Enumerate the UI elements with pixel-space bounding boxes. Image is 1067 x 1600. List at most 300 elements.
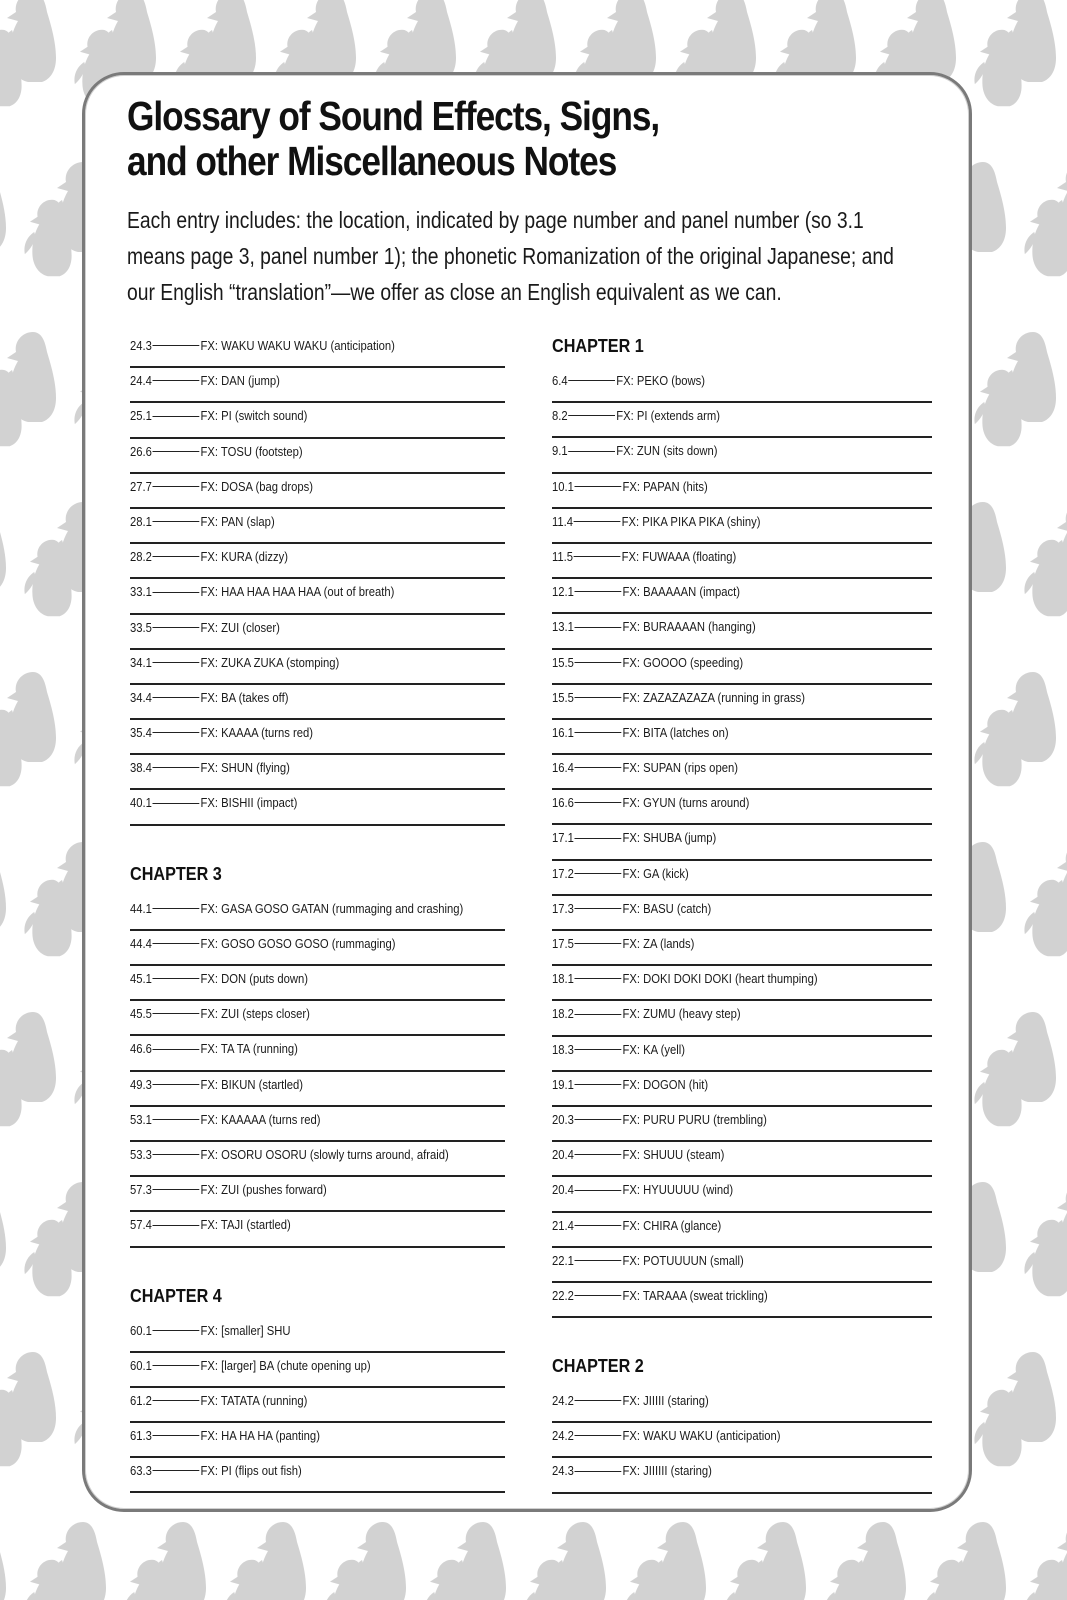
entry-location: 17.1 xyxy=(552,831,574,846)
glossary-entry xyxy=(552,650,932,685)
entry-location: 44.4 xyxy=(130,936,152,951)
entry-text xyxy=(552,1286,768,1306)
entry-location: 12.1 xyxy=(552,585,574,600)
chapter-heading: CHAPTER 4 xyxy=(130,1285,222,1306)
leader-dash xyxy=(575,1295,622,1296)
entry-sound-effect: FX: ZUI (closer) xyxy=(200,620,280,635)
entry-location: 20.3 xyxy=(552,1112,574,1127)
entry-text xyxy=(130,406,307,426)
entry-location: 38.4 xyxy=(130,761,152,776)
entry-location: 11.5 xyxy=(552,549,574,564)
leader-dash xyxy=(575,1154,622,1155)
entry-location: 33.5 xyxy=(130,620,152,635)
leader-dash xyxy=(153,662,200,663)
entry-sound-effect: FX: DOKI DOKI DOKI (heart thumping) xyxy=(622,972,818,987)
entry-sound-effect: FX: ZUKA ZUKA (stomping) xyxy=(200,655,340,670)
entry-text xyxy=(552,934,694,954)
leader-dash xyxy=(153,908,200,909)
entry-sound-effect: FX: BASU (catch) xyxy=(622,901,712,916)
glossary-entry xyxy=(552,1458,932,1493)
entry-location: 45.1 xyxy=(130,972,152,986)
entry-text xyxy=(552,758,738,778)
glossary-entry xyxy=(130,403,505,438)
entry-location: 18.2 xyxy=(552,1007,574,1022)
glossary-entry xyxy=(552,1107,932,1142)
entry-text xyxy=(552,1251,744,1271)
leader-dash xyxy=(575,1225,622,1226)
entry-text xyxy=(552,1075,708,1095)
leader-dash xyxy=(575,873,622,874)
entry-sound-effect: FX: ZUI (steps closer) xyxy=(200,1007,310,1022)
entry-location: 24.4 xyxy=(130,374,152,389)
entry-text xyxy=(130,582,394,602)
entry-location: 9.1 xyxy=(552,444,568,459)
entry-text xyxy=(552,688,805,708)
leader-dash xyxy=(153,1400,200,1401)
glossary-entry xyxy=(552,685,932,720)
leader-dash xyxy=(153,451,200,452)
glossary-entry xyxy=(552,1037,932,1072)
entry-text xyxy=(130,618,280,638)
entry-text xyxy=(130,1075,303,1095)
entry-location: 57.4 xyxy=(130,1218,152,1233)
glossary-entry xyxy=(130,544,505,579)
entry-location: 13.1 xyxy=(552,620,574,635)
entry-text xyxy=(130,934,396,954)
entry-sound-effect: FX: DAN (jump) xyxy=(200,374,280,389)
entry-sound-effect: FX: BIKUN (startled) xyxy=(200,1077,304,1092)
glossary-entry xyxy=(130,1458,505,1493)
entry-text xyxy=(552,1040,685,1060)
entry-location: 17.3 xyxy=(552,901,574,916)
entry-sound-effect: FX: [larger] BA (chute opening up) xyxy=(200,1358,371,1373)
glossary-entry xyxy=(552,474,932,509)
section-gap xyxy=(130,1248,505,1283)
glossary-entry xyxy=(130,1318,505,1353)
entry-sound-effect: FX: BURAAAAN (hanging) xyxy=(622,620,756,635)
glossary-entry xyxy=(552,438,932,473)
entry-sound-effect: FX: KAAAA (turns red) xyxy=(200,726,314,741)
entry-location: 20.4 xyxy=(552,1148,574,1163)
glossary-entry xyxy=(552,825,932,860)
glossary-entry xyxy=(552,1001,932,1036)
glossary-entry xyxy=(552,1072,932,1107)
entry-location: 22.2 xyxy=(552,1288,574,1303)
entry-text xyxy=(552,1110,767,1130)
entry-text xyxy=(130,371,280,391)
leader-dash xyxy=(153,416,200,417)
leader-dash xyxy=(575,802,622,803)
leader-dash xyxy=(575,767,622,768)
section-gap xyxy=(552,1318,932,1353)
entry-location: 10.1 xyxy=(552,479,574,494)
glossary-entry xyxy=(552,403,932,438)
leader-dash xyxy=(153,380,200,381)
entry-text xyxy=(552,723,729,743)
leader-dash xyxy=(575,1014,622,1015)
entry-location: 34.1 xyxy=(130,655,152,670)
glossary-entry xyxy=(130,1212,505,1247)
entry-sound-effect: FX: PI (switch sound) xyxy=(200,409,308,424)
entry-text xyxy=(552,1426,780,1446)
entry-sound-effect: FX: PIKA PIKA PIKA (shiny) xyxy=(621,514,761,529)
entry-location: 34.4 xyxy=(130,690,152,705)
entry-sound-effect: FX: HAA HAA HAA HAA (out of breath) xyxy=(200,585,395,600)
entry-location: 22.1 xyxy=(552,1253,574,1268)
entry-text xyxy=(130,547,288,567)
entry-text xyxy=(130,899,463,919)
glossary-entry xyxy=(552,1248,932,1283)
leader-dash xyxy=(153,592,200,593)
entry-location: 17.2 xyxy=(552,866,574,881)
entry-sound-effect: FX: BISHII (impact) xyxy=(200,796,298,811)
glossary-entry xyxy=(552,368,932,403)
leader-dash xyxy=(153,1225,200,1226)
entry-location: 26.6 xyxy=(130,444,152,459)
leader-dash xyxy=(575,838,622,839)
glossary-entry xyxy=(130,368,505,403)
entry-sound-effect: FX: WAKU WAKU WAKU (anticipation) xyxy=(200,339,395,353)
entry-sound-effect: FX: SHUBA (jump) xyxy=(622,831,717,846)
entry-text xyxy=(130,1004,310,1024)
glossary-entry xyxy=(130,1388,505,1423)
entry-sound-effect: FX: ZAZAZAZAZA (running in grass) xyxy=(622,690,806,705)
entry-location: 61.2 xyxy=(130,1393,152,1408)
leader-dash xyxy=(569,415,616,416)
glossary-entry xyxy=(552,1142,932,1177)
entry-text xyxy=(552,512,760,532)
entry-sound-effect: FX: KAAAAA (turns red) xyxy=(200,1112,321,1127)
entry-location: 15.5 xyxy=(552,690,574,705)
entry-sound-effect: FX: DOSA (bag drops) xyxy=(200,479,314,494)
leader-dash xyxy=(153,1330,200,1331)
entry-text xyxy=(130,1391,307,1411)
entry-sound-effect: FX: KA (yell) xyxy=(622,1042,686,1057)
entry-location: 24.2 xyxy=(552,1394,574,1409)
entry-text xyxy=(552,899,711,919)
entry-sound-effect: FX: ZA (lands) xyxy=(622,937,695,951)
entry-text xyxy=(552,547,736,567)
glossary-entry xyxy=(130,579,505,614)
entry-text xyxy=(552,653,743,673)
entry-text xyxy=(130,1356,371,1376)
entry-location: 24.2 xyxy=(552,1429,574,1444)
glossary-entry xyxy=(130,896,505,931)
entry-text xyxy=(130,1110,321,1130)
leader-dash xyxy=(153,1119,200,1120)
entry-location: 6.4 xyxy=(552,374,568,388)
entry-text xyxy=(552,969,818,989)
entry-text xyxy=(130,1461,302,1481)
glossary-entry xyxy=(130,509,505,544)
entry-location: 45.5 xyxy=(130,1007,152,1022)
glossary-entry xyxy=(552,755,932,790)
leader-dash xyxy=(153,978,200,979)
entry-text xyxy=(552,441,718,461)
entry-text xyxy=(130,1180,327,1200)
entry-location: 16.4 xyxy=(552,761,574,776)
entry-sound-effect: FX: DON (puts down) xyxy=(200,972,309,986)
entry-text xyxy=(552,793,749,813)
entry-sound-effect: FX: ZUI (pushes forward) xyxy=(200,1183,327,1198)
entry-sound-effect: FX: TAJI (startled) xyxy=(200,1218,291,1233)
glossary-entry xyxy=(130,1353,505,1388)
glossary-entry xyxy=(130,720,505,755)
penguin-silhouette xyxy=(1024,880,1067,957)
entry-location: 28.2 xyxy=(130,550,152,565)
entry-location: 18.1 xyxy=(552,972,574,987)
entry-location: 40.1 xyxy=(130,796,152,811)
penguin-silhouette xyxy=(1024,540,1067,617)
entry-location: 44.1 xyxy=(130,901,152,916)
entry-text xyxy=(552,1216,721,1236)
entry-text xyxy=(130,512,275,532)
entry-text xyxy=(552,406,720,426)
entry-text xyxy=(552,477,708,497)
entry-text xyxy=(130,442,303,462)
entry-location: 17.5 xyxy=(552,937,574,951)
entry-location: 60.1 xyxy=(130,1323,152,1338)
leader-dash xyxy=(574,521,621,522)
entry-location: 60.1 xyxy=(130,1358,152,1373)
glossary-entry xyxy=(130,685,505,720)
leader-dash xyxy=(153,767,200,768)
entry-location: 53.3 xyxy=(130,1147,152,1162)
section-gap xyxy=(130,826,505,861)
entry-sound-effect: FX: BAAAAAN (impact) xyxy=(622,585,741,600)
entry-sound-effect: FX: GOOOO (speeding) xyxy=(622,655,744,670)
entry-sound-effect: FX: HYUUUUU (wind) xyxy=(622,1183,734,1198)
entry-text xyxy=(552,1391,709,1411)
glossary-entry xyxy=(552,614,932,649)
entry-sound-effect: FX: GOSO GOSO GOSO (rummaging) xyxy=(200,936,396,951)
glossary-entry xyxy=(130,1107,505,1142)
glossary-entry xyxy=(552,579,932,614)
entry-sound-effect: FX: TARAAA (sweat trickling) xyxy=(622,1288,768,1303)
entry-location: 19.1 xyxy=(552,1077,574,1092)
entry-sound-effect: FX: KURA (dizzy) xyxy=(200,550,289,565)
penguin-silhouette xyxy=(1024,1220,1067,1297)
entry-sound-effect: FX: TATATA (running) xyxy=(200,1393,308,1408)
entry-text xyxy=(130,1426,320,1446)
glossary-entry xyxy=(130,1177,505,1212)
glossary-entry xyxy=(130,931,505,966)
entry-sound-effect: FX: FUWAAA (floating) xyxy=(621,549,737,564)
leader-dash xyxy=(153,1365,200,1366)
leader-dash xyxy=(575,1119,622,1120)
leader-dash xyxy=(153,1049,200,1050)
glossary-entry xyxy=(552,509,932,544)
glossary-entry xyxy=(130,1001,505,1036)
entry-text xyxy=(552,864,689,884)
leader-dash xyxy=(569,451,616,452)
glossary-entry xyxy=(552,720,932,755)
glossary-entry xyxy=(130,1142,505,1177)
penguin-silhouette xyxy=(0,162,6,252)
leader-dash xyxy=(153,1084,200,1085)
glossary-entry xyxy=(130,755,505,790)
penguin-silhouette xyxy=(0,1522,6,1600)
leader-dash xyxy=(153,1470,200,1471)
entry-location: 27.7 xyxy=(130,479,152,494)
leader-dash xyxy=(153,556,200,557)
entry-location: 15.5 xyxy=(552,655,574,670)
glossary-entry xyxy=(552,1423,932,1458)
entry-text xyxy=(552,1145,724,1165)
leader-dash xyxy=(153,345,200,346)
leader-dash xyxy=(153,943,200,944)
entry-text xyxy=(130,1145,449,1165)
entry-location: 46.6 xyxy=(130,1042,152,1057)
leader-dash xyxy=(153,1013,200,1014)
leader-dash xyxy=(575,1049,622,1050)
entry-text xyxy=(552,1004,741,1024)
entry-text xyxy=(552,371,705,391)
entry-text xyxy=(130,758,290,778)
glossary-entry xyxy=(552,966,932,1001)
title-line-2: and other Miscellaneous Notes xyxy=(127,138,617,184)
leader-dash xyxy=(153,803,200,804)
chapter-heading: CHAPTER 3 xyxy=(130,863,222,884)
title-line-1: Glossary of Sound Effects, Signs, xyxy=(127,93,660,139)
glossary-entry xyxy=(552,1213,932,1248)
chapter-heading: CHAPTER 1 xyxy=(552,336,644,356)
entry-sound-effect: FX: SHUN (flying) xyxy=(200,761,290,776)
entry-sound-effect: FX: TOSU (footstep) xyxy=(200,444,303,459)
entry-sound-effect: FX: ZUMU (heavy step) xyxy=(622,1007,741,1022)
entry-text xyxy=(130,688,288,708)
leader-dash xyxy=(575,627,622,628)
entry-location: 53.1 xyxy=(130,1112,152,1127)
entry-text xyxy=(130,1321,291,1341)
glossary-entry xyxy=(130,650,505,685)
entry-text xyxy=(552,1461,712,1481)
leader-dash xyxy=(153,732,200,733)
leader-dash xyxy=(575,591,622,592)
leader-dash xyxy=(575,1435,622,1436)
entry-location: 57.3 xyxy=(130,1183,152,1198)
glossary-entry xyxy=(552,1388,932,1423)
chapter-heading: CHAPTER 2 xyxy=(552,1356,644,1377)
glossary-entry xyxy=(130,615,505,650)
glossary-entry xyxy=(130,966,505,1001)
glossary-entry xyxy=(552,861,932,896)
entry-text xyxy=(130,793,297,813)
penguin-silhouette xyxy=(0,502,6,592)
leader-dash xyxy=(575,1260,622,1261)
leader-dash xyxy=(575,697,622,698)
entry-sound-effect: FX: PURU PURU (trembling) xyxy=(622,1112,767,1127)
penguin-silhouette xyxy=(1024,200,1067,277)
glossary-entry xyxy=(130,1072,505,1107)
leader-dash xyxy=(575,978,622,979)
entry-text xyxy=(130,969,308,989)
leader-dash xyxy=(153,521,200,522)
entry-location: 63.3 xyxy=(130,1464,152,1479)
entry-text xyxy=(130,336,395,356)
leader-dash xyxy=(153,486,200,487)
entry-sound-effect: FX: PAPAN (hits) xyxy=(622,479,708,494)
leader-dash xyxy=(575,943,622,944)
entry-sound-effect: FX: TA TA (running) xyxy=(200,1042,298,1057)
entry-location: 61.3 xyxy=(130,1429,152,1444)
entry-location: 21.4 xyxy=(552,1218,574,1233)
glossary-entry xyxy=(552,790,932,825)
entry-sound-effect: FX: POTUUUUN (small) xyxy=(622,1253,744,1268)
leader-dash xyxy=(575,908,622,909)
entry-location: 25.1 xyxy=(130,409,152,424)
entry-sound-effect: FX: GA (kick) xyxy=(622,866,689,881)
entry-location: 16.1 xyxy=(552,725,574,740)
leader-dash xyxy=(575,1400,622,1401)
leader-dash xyxy=(575,732,622,733)
entry-location: 33.1 xyxy=(130,585,152,600)
leader-dash xyxy=(153,1189,200,1190)
entry-location: 18.3 xyxy=(552,1042,574,1057)
glossary-entry xyxy=(552,1177,932,1212)
entry-location: 49.3 xyxy=(130,1077,152,1092)
entry-text xyxy=(130,723,313,743)
leader-dash xyxy=(153,697,200,698)
entry-sound-effect: FX: WAKU WAKU (anticipation) xyxy=(622,1429,781,1444)
glossary-entry xyxy=(552,544,932,579)
entry-sound-effect: FX: DOGON (hit) xyxy=(622,1077,709,1092)
penguin-silhouette xyxy=(0,842,6,932)
glossary-entry xyxy=(130,1423,505,1458)
entry-location: 24.3 xyxy=(130,339,152,353)
entry-location: 35.4 xyxy=(130,726,152,741)
leader-dash xyxy=(575,1471,622,1472)
glossary-entry xyxy=(130,1036,505,1071)
glossary-entry xyxy=(552,931,932,966)
intro-paragraph: Each entry includes: the location, indicated by page number and panel number (so 3.1 means page 3, panel number 1); the phonetic Romanization of the original Japanese; and our English “translation”—we offer as close an English equivalent as we can. xyxy=(127,207,894,305)
entry-sound-effect: FX: [smaller] SHU xyxy=(200,1323,291,1338)
glossary-entry xyxy=(130,790,505,825)
leader-dash xyxy=(153,627,200,628)
entry-sound-effect: FX: OSORU OSORU (slowly turns around, afraid) xyxy=(200,1147,449,1162)
entry-sound-effect: FX: HA HA HA (panting) xyxy=(200,1429,320,1444)
right-column xyxy=(552,333,932,1494)
entry-text xyxy=(552,617,756,637)
glossary-entry xyxy=(130,439,505,474)
entry-sound-effect: FX: PI (extends arm) xyxy=(616,409,721,424)
glossary-entry xyxy=(552,896,932,931)
entry-sound-effect: FX: GYUN (turns around) xyxy=(622,796,750,811)
leader-dash xyxy=(575,1190,622,1191)
glossary-entry xyxy=(552,1283,932,1318)
entry-location: 8.2 xyxy=(552,409,568,424)
leader-dash xyxy=(574,556,621,557)
entry-sound-effect: FX: SHUUU (steam) xyxy=(622,1148,725,1163)
leader-dash xyxy=(575,662,622,663)
entry-sound-effect: FX: JIIIIII (staring) xyxy=(622,1464,712,1479)
entry-text xyxy=(130,1039,298,1059)
leader-dash xyxy=(575,1084,622,1085)
entry-text xyxy=(130,653,339,673)
leader-dash xyxy=(575,486,622,487)
entry-sound-effect: FX: PAN (slap) xyxy=(200,514,275,529)
entry-text xyxy=(130,477,313,497)
entry-sound-effect: FX: BITA (latches on) xyxy=(622,725,729,740)
entry-sound-effect: FX: GASA GOSO GATAN (rummaging and crashing) xyxy=(200,901,464,916)
entry-location: 16.6 xyxy=(552,796,574,811)
entry-sound-effect: FX: BA (takes off) xyxy=(200,690,289,705)
entry-sound-effect: FX: PI (flips out fish) xyxy=(200,1464,302,1479)
entry-sound-effect: FX: JIIIII (staring) xyxy=(622,1394,709,1409)
entry-location: 24.3 xyxy=(552,1464,574,1479)
entry-text xyxy=(130,1215,291,1235)
penguin-silhouette xyxy=(1024,1560,1067,1600)
